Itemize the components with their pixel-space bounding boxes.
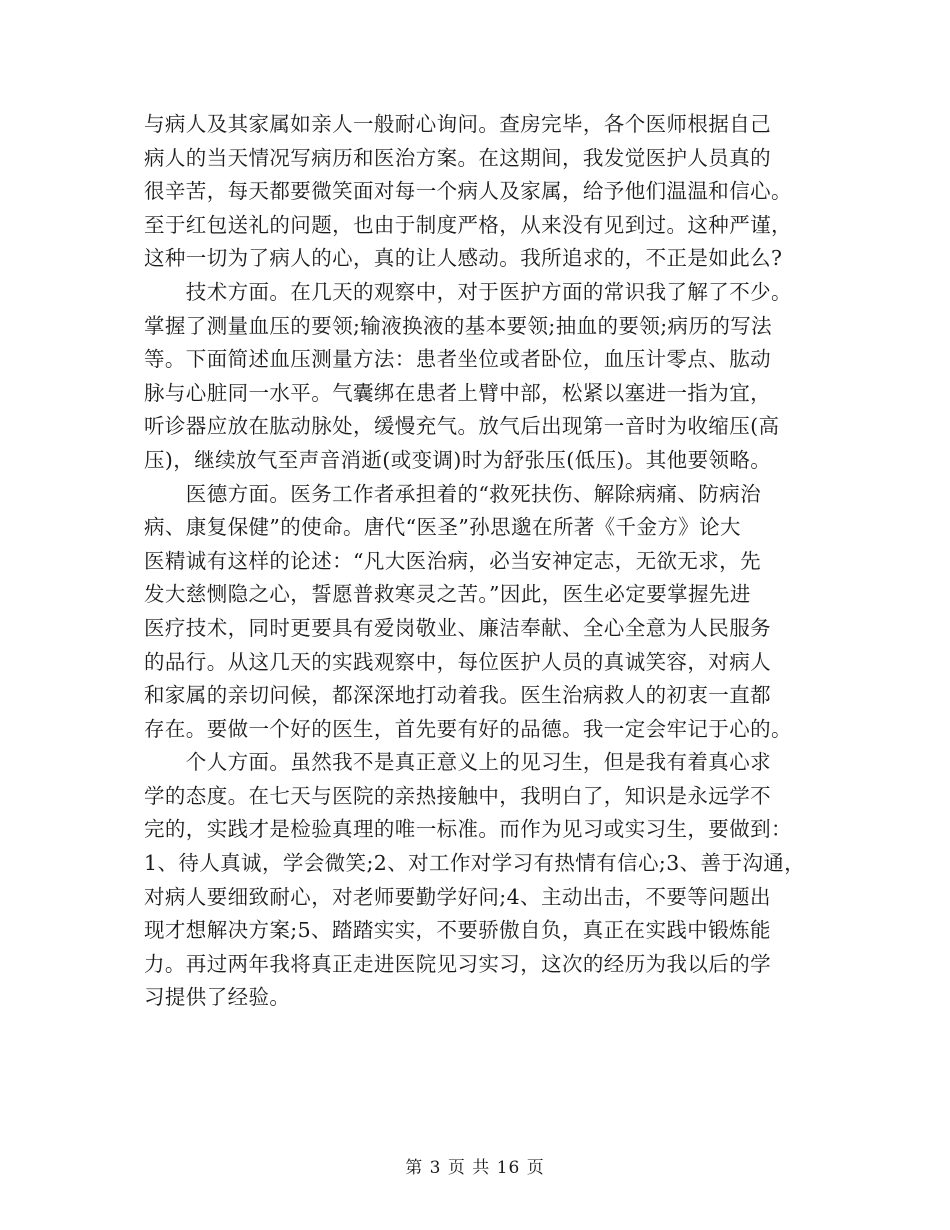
- text-line: 个人方面。虽然我不是真正意义上的见习生，但是我有着真心求: [144, 750, 771, 775]
- text-line: 的品行。从这几天的实践观察中，每位医护人员的真诚笑容，对病人: [144, 649, 771, 674]
- text-line: 很辛苦，每天都要微笑面对每一个病人及家属，给予他们温温和信心。: [144, 179, 792, 204]
- text-line: 医精诚有这样的论述：“凡大医治病，必当安神定志，无欲无求，先: [144, 548, 761, 573]
- text-line: 病、康复保健”的使命。唐代“医圣”孙思邈在所著《千金方》论大: [144, 515, 741, 540]
- text-line: 习提供了经验。: [144, 985, 291, 1010]
- text-line: 压)，继续放气至声音消逝(或变调)时为舒张压(低压)。其他要领略。: [144, 447, 772, 472]
- text-line: 这种一切为了病人的心，真的让人感动。我所追求的，不正是如此么?: [144, 246, 783, 271]
- text-line: 医疗技术，同时更要具有爱岗敬业、廉洁奉献、全心全意为人民服务: [144, 615, 771, 640]
- text-line: 和家属的亲切问候，都深深地打动着我。医生治病救人的初衷一直都: [144, 683, 771, 708]
- text-line: 等。下面简述血压测量方法：患者坐位或者卧位，血压计零点、肱动: [144, 347, 771, 372]
- page-footer: 第 3 页 共 16 页: [405, 1158, 545, 1178]
- text-line: 存在。要做一个好的医生，首先要有好的品德。我一定会牢记于心的。: [144, 716, 792, 741]
- text-line: 至于红包送礼的问题，也由于制度严格，从来没有见到过。这种严谨，: [144, 212, 792, 237]
- text-line: 1、待人真诚，学会微笑;2、对工作对学习有热情有信心;3、善于沟通，: [144, 851, 806, 876]
- text-line: 完的，实践才是检验真理的唯一标准。而作为见习或实习生，要做到：: [144, 817, 792, 842]
- text-line: 发大慈恻隐之心，誓愿普救寒灵之苦。”因此，医生必定要掌握先进: [144, 582, 751, 607]
- text-line: 技术方面。在几天的观察中，对于医护方面的常识我了解了不少。: [144, 279, 792, 304]
- text-line: 听诊器应放在肱动脉处，缓慢充气。放气后出现第一音时为收缩压(高: [144, 414, 780, 439]
- text-line: 现才想解决方案;5、踏踏实实，不要骄傲自负，真正在实践中锻炼能: [144, 918, 771, 943]
- document-body: [144, 108, 824, 1015]
- text-line: 力。再过两年我将真正走进医院见习实习，这次的经历为我以后的学: [144, 951, 771, 976]
- text-line: 与病人及其家属如亲人一般耐心询问。查房完毕，各个医师根据自己: [144, 112, 771, 136]
- text-line: 脉与心脏同一水平。气囊绑在患者上臂中部，松紧以塞进一指为宜，: [144, 380, 771, 405]
- text-line: 医德方面。医务工作者承担着的“救死扶伤、解除病痛、防病治: [144, 481, 761, 506]
- text-line: 病人的当天情况写病历和医治方案。在这期间，我发觉医护人员真的: [144, 145, 771, 170]
- text-line: 学的态度。在七天与医院的亲热接触中，我明白了，知识是永远学不: [144, 783, 771, 808]
- text-line: 对病人要细致耐心，对老师要勤学好问;4、主动出击，不要等问题出: [144, 884, 771, 909]
- text-line: 掌握了测量血压的要领;输液换液的基本要领;抽血的要领;病历的写法: [144, 313, 773, 338]
